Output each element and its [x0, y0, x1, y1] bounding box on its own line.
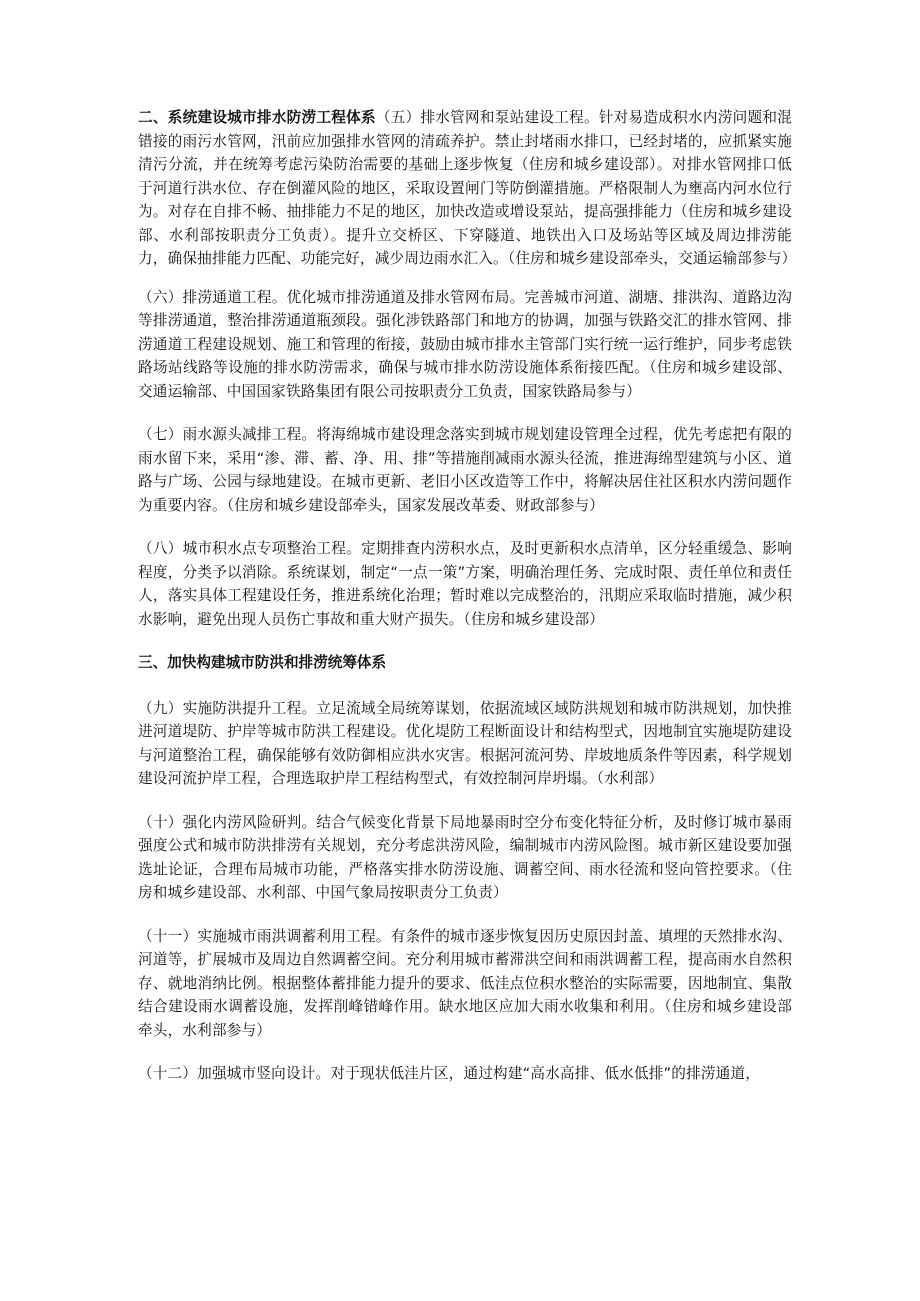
paragraph-9: （九）实施防洪提升工程。立足流域全局统筹谋划，依据流域区域防洪规划和城市防洪规划，加快推进河道堤防、护岸等城市防洪工程建设。优化堤防工程断面设计和结构型式，因地制宜实施堤防建设与河道整治工程，确保能够有效防御相应洪水灾害。根据河流河势、岸坡地质条件等因素，科学规划建设河流护岸工程，合理选取护岸工程结构型式，有效控制河岸坍塌。（水利部） [138, 699, 792, 787]
section-3-heading: 三、加快构建城市防洪和排涝统筹体系 [138, 654, 387, 671]
paragraph-5-text: （五）排水管网和泵站建设工程。针对易造成积水内涝问题和混错接的雨污水管网，汛前应加强排水管网的清疏养护。禁止封堵雨水排口，已经封堵的，应抓紧实施清污分流，并在统筹考虑污染防治需要的基础上逐步恢复（住房和城乡建设部）。对排水管网排口低于河道行洪水位、存在倒灌风险的地区，采取设置闸门等防倒灌措施。严格限制人为壅高内河水位行为。对存在自排不畅、抽排能力不足的地区，加快改造或增设泵站，提高强排能力（住房和城乡建设部、水利部按职责分工负责）。提升立交桥区、下穿隧道、地铁出入口及场站等区域及周边排涝能力，确保抽排能力匹配、功能完好，减少周边雨水汇入。（住房和城乡建设部牵头，交通运输部参与） [138, 109, 797, 267]
paragraph-5 [138, 106, 797, 271]
section-2-heading: 二、系统建设城市排水防涝工程体系 [138, 109, 376, 126]
paragraph-6: （六）排涝通道工程。优化城市排涝通道及排水管网布局。完善城市河道、湖塘、排洪沟、道路边沟等排涝通道，整治排涝通道瓶颈段。强化涉铁路部门和地方的协调，加强与铁路交汇的排水管网、排涝通道工程建设规划、施工和管理的衔接，鼓励由城市排水主管部门实行统一运行维护，同步考虑铁路场站线路等设施的排水防涝需求，确保与城市排水防涝设施体系衔接匹配。（住房和城乡建设部、交通运输部、中国国家铁路集团有限公司按职责分工负责，国家铁路局参与） [138, 288, 792, 400]
document-page [138, 106, 797, 1106]
paragraph-11: （十一）实施城市雨洪调蓄利用工程。有条件的城市逐步恢复因历史原因封盖、填埋的天然排水沟、河道等，扩展城市及周边自然调蓄空间。充分利用城市蓄滞洪空间和雨洪调蓄工程，提高雨水自然积存、就地消纳比例。根据整体蓄排能力提升的要求、低洼点位积水整治的实际需要，因地制宜、集散结合建设雨水调蓄设施，发挥削峰错峰作用。缺水地区应加大雨水收集和利用。（住房和城乡建设部牵头，水利部参与） [138, 927, 792, 1039]
paragraph-10: （十）强化内涝风险研判。结合气候变化背景下局地暴雨时空分布变化特征分析，及时修订城市暴雨强度公式和城市防洪排涝有关规划，充分考虑洪涝风险，编制城市内涝风险图。城市新区建设要加强选址论证，合理布局城市功能，严格落实排水防涝设施、调蓄空间、雨水径流和竖向管控要求。（住房和城乡建设部、水利部、中国气象局按职责分工负责） [138, 813, 792, 901]
paragraph-7: （七）雨水源头减排工程。将海绵城市建设理念落实到城市规划建设管理全过程，优先考虑把有限的雨水留下来，采用“渗、滞、蓄、净、用、排”等措施削减雨水源头径流，推进海绵型建筑与小区、道路与广场、公园与绿地建设。在城市更新、老旧小区改造等工作中，将解决居住社区积水内涝问题作为重要内容。（住房和城乡建设部牵头，国家发展改革委、财政部参与） [138, 426, 792, 514]
paragraph-8: （八）城市积水点专项整治工程。定期排查内涝积水点，及时更新积水点清单，区分轻重缓急、影响程度，分类予以消除。系统谋划，制定“一点一策”方案，明确治理任务、完成时限、责任单位和责任人，落实具体工程建设任务，推进系统化治理；暂时难以完成整治的，汛期应采取临时措施，减少积水影响，避免出现人员伤亡事故和重大财产损失。（住房和城乡建设部） [138, 540, 792, 628]
paragraph-12: （十二）加强城市竖向设计。对于现状低洼片区，通过构建“高水高排、低水低排”的排涝通道， [138, 1065, 761, 1082]
